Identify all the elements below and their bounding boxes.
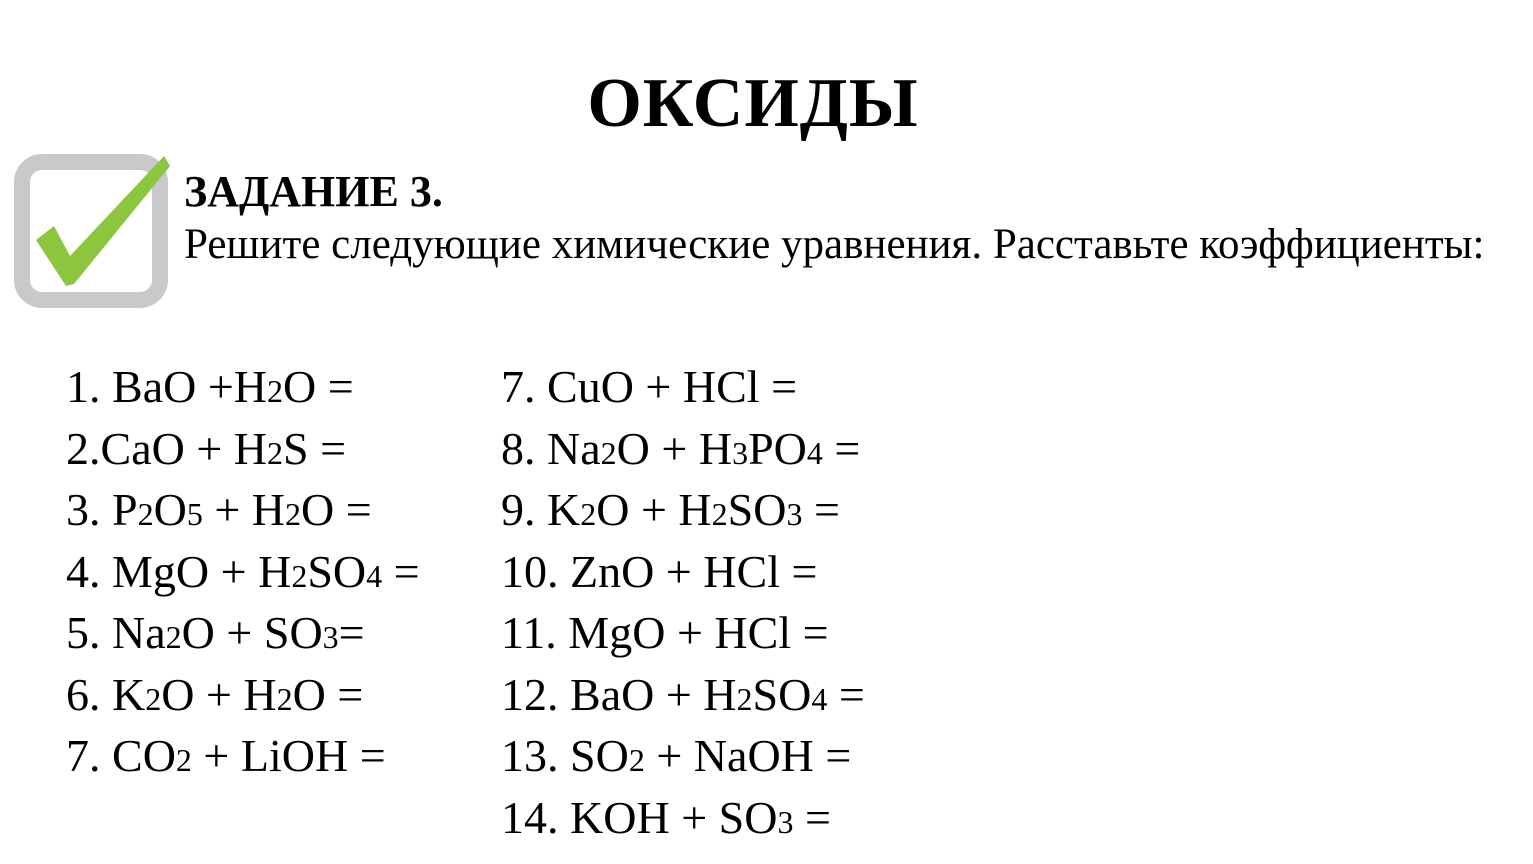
equation-item: 13. SO2 + NaOH = <box>501 730 852 781</box>
equation-item: 6. K2O + H2O = <box>66 668 364 720</box>
equation-item: 12. BaO + H2SO4 = <box>501 668 865 720</box>
equation-item: 8. Na2O + H3PO4 = <box>501 422 861 474</box>
equation-item: 14. KOH + SO3 = <box>501 791 831 843</box>
equation-item: 7. CuO + HCl = <box>501 361 798 412</box>
equation-item: 7. CO2 + LiOH = <box>66 730 386 781</box>
equation-item: 1. BaO +H2O = <box>66 361 354 412</box>
checkbox-checked-icon <box>14 152 170 308</box>
equation-item: 5. Na2O + SO3= <box>66 607 365 658</box>
task-heading: ЗАДАНИЕ 3. <box>184 167 443 216</box>
equation-item: 11. MgO + HCl = <box>501 607 829 658</box>
equation-item: 3. P2O5 + H2O = <box>66 484 372 535</box>
equations-left-column <box>66 356 420 787</box>
equation-item: 10. ZnO + HCl = <box>501 545 818 597</box>
task-instruction: Решите следующие химические уравнения. Расставьте коэффициенты: <box>184 221 1485 268</box>
equation-item: 4. MgO + H2SO4 = <box>66 545 420 597</box>
equations-right-column <box>501 356 865 848</box>
equation-item: 2.CaO + H2S = <box>66 422 347 474</box>
equation-item: 9. K2O + H2SO3 = <box>501 484 840 535</box>
page-title: ОКСИДЫ <box>587 65 919 142</box>
